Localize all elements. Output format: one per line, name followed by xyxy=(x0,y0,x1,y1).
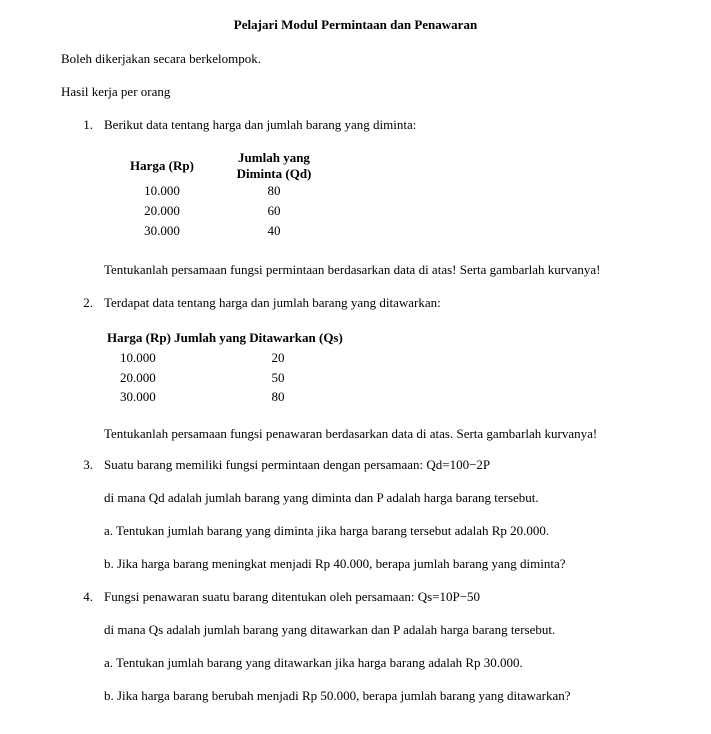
table-row xyxy=(120,201,344,221)
demand-qty-cell: 80 xyxy=(267,183,281,199)
demand-qty-cell: 60 xyxy=(267,203,281,219)
q3-part-a: a. Tentukan jumlah barang yang diminta jika harga barang tersebut adalah Rp 20.000. xyxy=(104,523,550,538)
supply-qty-cell: 20 xyxy=(271,350,285,365)
q2-task: Tentukanlah persamaan fungsi penawaran berdasarkan data di atas. Serta gambarlah kurvanya! xyxy=(104,426,598,441)
demand-price-cell: 20.000 xyxy=(144,203,180,219)
demand-table xyxy=(120,150,344,241)
q2-text: Terdapat data tentang harga dan jumlah barang yang ditawarkan: xyxy=(104,295,441,310)
q1-task: Tentukanlah persamaan fungsi permintaan berdasarkan data di atas! Serta gambarlah kurvanya! xyxy=(104,262,601,277)
supply-price-cell: 10.000 xyxy=(120,350,156,365)
q4-part-b: b. Jika harga barang berubah menjadi Rp 50.000, berapa jumlah barang yang ditawarkan? xyxy=(104,688,571,703)
q3-part-b: b. Jika harga barang meningkat menjadi Rp 40.000, berapa jumlah barang yang diminta? xyxy=(104,556,566,571)
supply-table-header: Harga (Rp) Jumlah yang Ditawarkan (Qs) xyxy=(107,330,343,345)
demand-qty-header xyxy=(204,150,344,181)
demand-price-header: Harga (Rp) xyxy=(130,157,194,173)
table-row xyxy=(120,181,344,201)
q2-number: 2. xyxy=(83,295,93,310)
demand-qty-header-line1: Jumlah yang xyxy=(238,150,310,165)
demand-qty-header-line2: Diminta (Qd) xyxy=(236,165,312,181)
intro-group-work: Boleh dikerjakan secara berkelompok. xyxy=(61,51,261,66)
supply-qty-cell: 50 xyxy=(271,370,285,385)
demand-qty-cell: 40 xyxy=(267,223,281,239)
q3-text: Suatu barang memiliki fungsi permintaan dengan persamaan: Qd=100−2P xyxy=(104,457,491,472)
demand-price-cell: 10.000 xyxy=(144,183,180,199)
intro-individual-work: Hasil kerja per orang xyxy=(61,84,171,99)
table-row xyxy=(120,221,344,241)
demand-price-cell: 30.000 xyxy=(144,223,180,239)
q1-text: Berikut data tentang harga dan jumlah barang yang diminta: xyxy=(104,117,417,132)
q4-explanation: di mana Qs adalah jumlah barang yang ditawarkan dan P adalah harga barang tersebut. xyxy=(104,622,556,637)
q3-explanation: di mana Qd adalah jumlah barang yang diminta dan P adalah harga barang tersebut. xyxy=(104,490,539,505)
page-title: Pelajari Modul Permintaan dan Penawaran xyxy=(233,17,478,32)
q4-number: 4. xyxy=(83,589,93,604)
supply-qty-cell: 80 xyxy=(271,389,285,404)
q3-number: 3. xyxy=(83,457,93,472)
q4-text: Fungsi penawaran suatu barang ditentukan oleh persamaan: Qs=10P−50 xyxy=(104,589,481,604)
supply-price-cell: 20.000 xyxy=(120,370,156,385)
q4-part-a: a. Tentukan jumlah barang yang ditawarkan jika harga barang adalah Rp 30.000. xyxy=(104,655,523,670)
supply-price-cell: 30.000 xyxy=(120,389,156,404)
q1-number: 1. xyxy=(83,117,93,132)
